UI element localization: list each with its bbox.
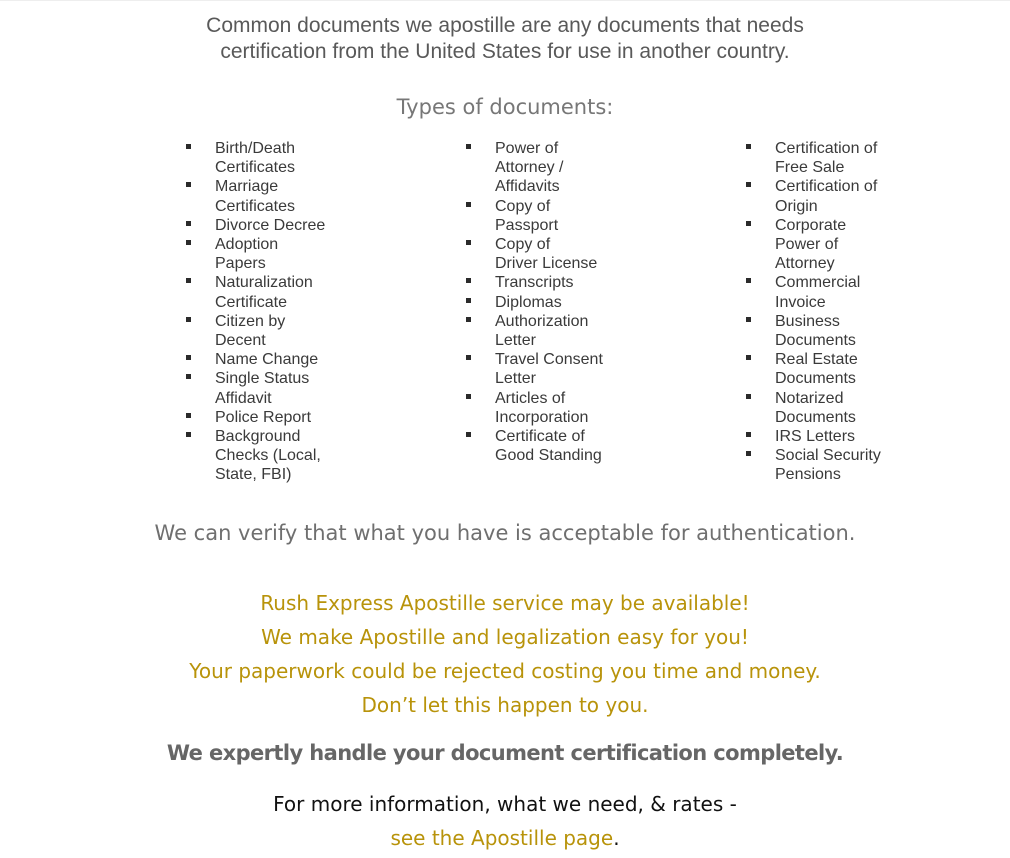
square-bullet-icon <box>746 432 751 437</box>
document-list-item <box>466 293 616 312</box>
document-list-item <box>746 177 896 215</box>
document-list-item-text: Affidavit <box>215 389 272 407</box>
document-list-item-text: Real Estate <box>775 351 858 369</box>
promo-line-warning: Don’t let this happen to you. <box>361 693 649 717</box>
document-list-item <box>186 369 336 407</box>
document-list-item-text: Affidavits <box>495 178 560 196</box>
square-bullet-icon <box>746 278 751 283</box>
square-bullet-icon <box>186 432 191 437</box>
document-list-item <box>186 235 336 273</box>
square-bullet-icon <box>466 240 471 245</box>
document-list-item <box>466 350 616 388</box>
document-list-item <box>186 350 336 369</box>
document-list-item-text: Certificates <box>215 197 296 215</box>
promo-block <box>0 586 1010 722</box>
square-bullet-icon <box>466 432 471 437</box>
document-list-item-text: Certificates <box>215 159 296 177</box>
expert-text: We expertly handle your document certification completely. <box>166 741 844 765</box>
link-period: . <box>613 826 620 850</box>
document-list-item-text: Naturalization <box>215 274 313 292</box>
document-list-column-2 <box>466 139 616 465</box>
square-bullet-icon <box>186 355 191 360</box>
square-bullet-icon <box>186 278 191 283</box>
document-list-item-text: Documents <box>775 408 856 426</box>
document-list-item-text: Birth/Death <box>215 140 296 157</box>
types-heading: Types of documents: <box>396 95 614 119</box>
document-list-column-1 <box>186 139 336 485</box>
promo-line-rejected: Your paperwork could be rejected costing you time and money. <box>189 659 821 683</box>
document-list-item-text: Documents <box>775 370 856 388</box>
square-bullet-icon <box>466 298 471 303</box>
square-bullet-icon <box>466 202 471 207</box>
intro-line-1: Common documents we apostille are any documents that needs <box>206 14 804 37</box>
document-list-item-text: Background <box>215 428 301 446</box>
document-list-item-text: Certificate of <box>495 428 585 446</box>
document-list-item <box>186 427 336 485</box>
document-list-item <box>466 312 616 350</box>
document-list-item-text: Commercial <box>775 274 861 292</box>
square-bullet-icon <box>186 144 191 149</box>
square-bullet-icon <box>746 451 751 456</box>
square-bullet-icon <box>186 240 191 245</box>
document-list-item-text: Checks (Local, <box>215 447 321 465</box>
document-list-item-text: Passport <box>495 216 559 234</box>
verify-text: We can verify that what you have is acceptable for authentication. <box>154 521 856 545</box>
promo-line-easy: We make Apostille and legalization easy for you! <box>261 625 749 649</box>
more-info <box>0 787 1010 855</box>
document-list-item-text: Single Status <box>215 370 310 388</box>
document-list-item <box>466 427 616 465</box>
document-list-item-text: Citizen by <box>215 312 286 330</box>
square-bullet-icon <box>186 221 191 226</box>
document-list-item-text: Certification of <box>775 140 878 157</box>
document-list-item <box>746 216 896 274</box>
document-list-item-text: Documents <box>775 332 856 350</box>
document-list-item-text: Travel Consent <box>495 351 603 369</box>
square-bullet-icon <box>466 278 471 283</box>
square-bullet-icon <box>746 182 751 187</box>
intro-line-2: certification from the United States for use in another country. <box>220 40 790 63</box>
document-list-item <box>746 312 896 350</box>
document-list-item <box>186 408 336 427</box>
document-list-item <box>746 139 896 177</box>
document-list-item-text: Pensions <box>775 466 841 484</box>
document-list-item-text: Attorney / <box>495 159 564 177</box>
square-bullet-icon <box>186 413 191 418</box>
document-list-item-text: Origin <box>775 197 818 215</box>
document-list-item-text: Authorization <box>495 312 589 330</box>
square-bullet-icon <box>746 355 751 360</box>
document-list-item-text: Police Report <box>215 408 312 426</box>
document-list-item-text: Invoice <box>775 293 826 311</box>
square-bullet-icon <box>746 394 751 399</box>
document-list-item <box>746 427 896 446</box>
document-list-item-text: Diplomas <box>495 293 562 311</box>
document-list-item <box>186 216 336 235</box>
document-list-item <box>746 273 896 311</box>
top-divider <box>0 0 1010 1</box>
document-list-item <box>746 446 896 484</box>
document-list-item-text: Copy of <box>495 236 551 254</box>
document-list-item-text: Letter <box>495 332 536 350</box>
square-bullet-icon <box>466 317 471 322</box>
document-list-item-text: Marriage <box>215 178 279 196</box>
apostille-page-link[interactable]: see the Apostille page <box>390 826 614 850</box>
square-bullet-icon <box>466 394 471 399</box>
document-list-item-text: IRS Letters <box>775 428 856 446</box>
document-list-item-text: Attorney <box>775 255 835 273</box>
document-list-item <box>186 312 336 350</box>
document-list-item-text: Power of <box>495 140 559 157</box>
document-list-item-text: Power of <box>775 236 839 254</box>
document-list-item <box>746 389 896 427</box>
document-list-item-text: Notarized <box>775 389 844 407</box>
document-list-item <box>466 139 616 197</box>
promo-line-rush: Rush Express Apostille service may be available! <box>260 591 750 615</box>
document-list-item-text: Corporate <box>775 216 847 234</box>
square-bullet-icon <box>746 144 751 149</box>
document-list-item-text: Articles of <box>495 389 566 407</box>
document-list-item-text: Good Standing <box>495 447 602 465</box>
document-list-item-text: Decent <box>215 332 266 350</box>
document-list-item-text: Name Change <box>215 351 319 369</box>
document-list-column-3 <box>746 139 896 485</box>
intro-text <box>0 13 1010 65</box>
document-list-item-text: Social Security <box>775 447 881 465</box>
square-bullet-icon <box>746 317 751 322</box>
document-list-item <box>466 273 616 292</box>
document-list-item-text: Free Sale <box>775 159 845 177</box>
document-list-item-text: Divorce Decree <box>215 216 326 234</box>
more-info-link-line <box>0 821 1010 855</box>
square-bullet-icon <box>186 374 191 379</box>
document-list-item-text: Transcripts <box>495 274 574 292</box>
document-list-item-text: Papers <box>215 255 266 273</box>
square-bullet-icon <box>746 221 751 226</box>
document-list-item <box>186 273 336 311</box>
document-list-item-text: Certification of <box>775 178 878 196</box>
document-list-item <box>746 350 896 388</box>
square-bullet-icon <box>186 317 191 322</box>
more-info-text: For more information, what we need, & rates - <box>273 792 737 816</box>
document-list-item-text: Letter <box>495 370 536 388</box>
document-list-item-text: Adoption <box>215 236 279 254</box>
square-bullet-icon <box>466 144 471 149</box>
square-bullet-icon <box>186 182 191 187</box>
document-list-item-text: Certificate <box>215 293 288 311</box>
document-list-item-text: Incorporation <box>495 408 589 426</box>
document-list-item <box>466 389 616 427</box>
document-list-item-text: State, FBI) <box>215 466 292 484</box>
square-bullet-icon <box>466 355 471 360</box>
document-list-item <box>186 139 336 177</box>
document-list-item-text: Copy of <box>495 197 551 215</box>
document-list-item <box>186 177 336 215</box>
document-list-item-text: Driver License <box>495 255 598 273</box>
document-list-item <box>466 197 616 235</box>
document-list-item <box>466 235 616 273</box>
document-list-item-text: Business <box>775 312 840 330</box>
